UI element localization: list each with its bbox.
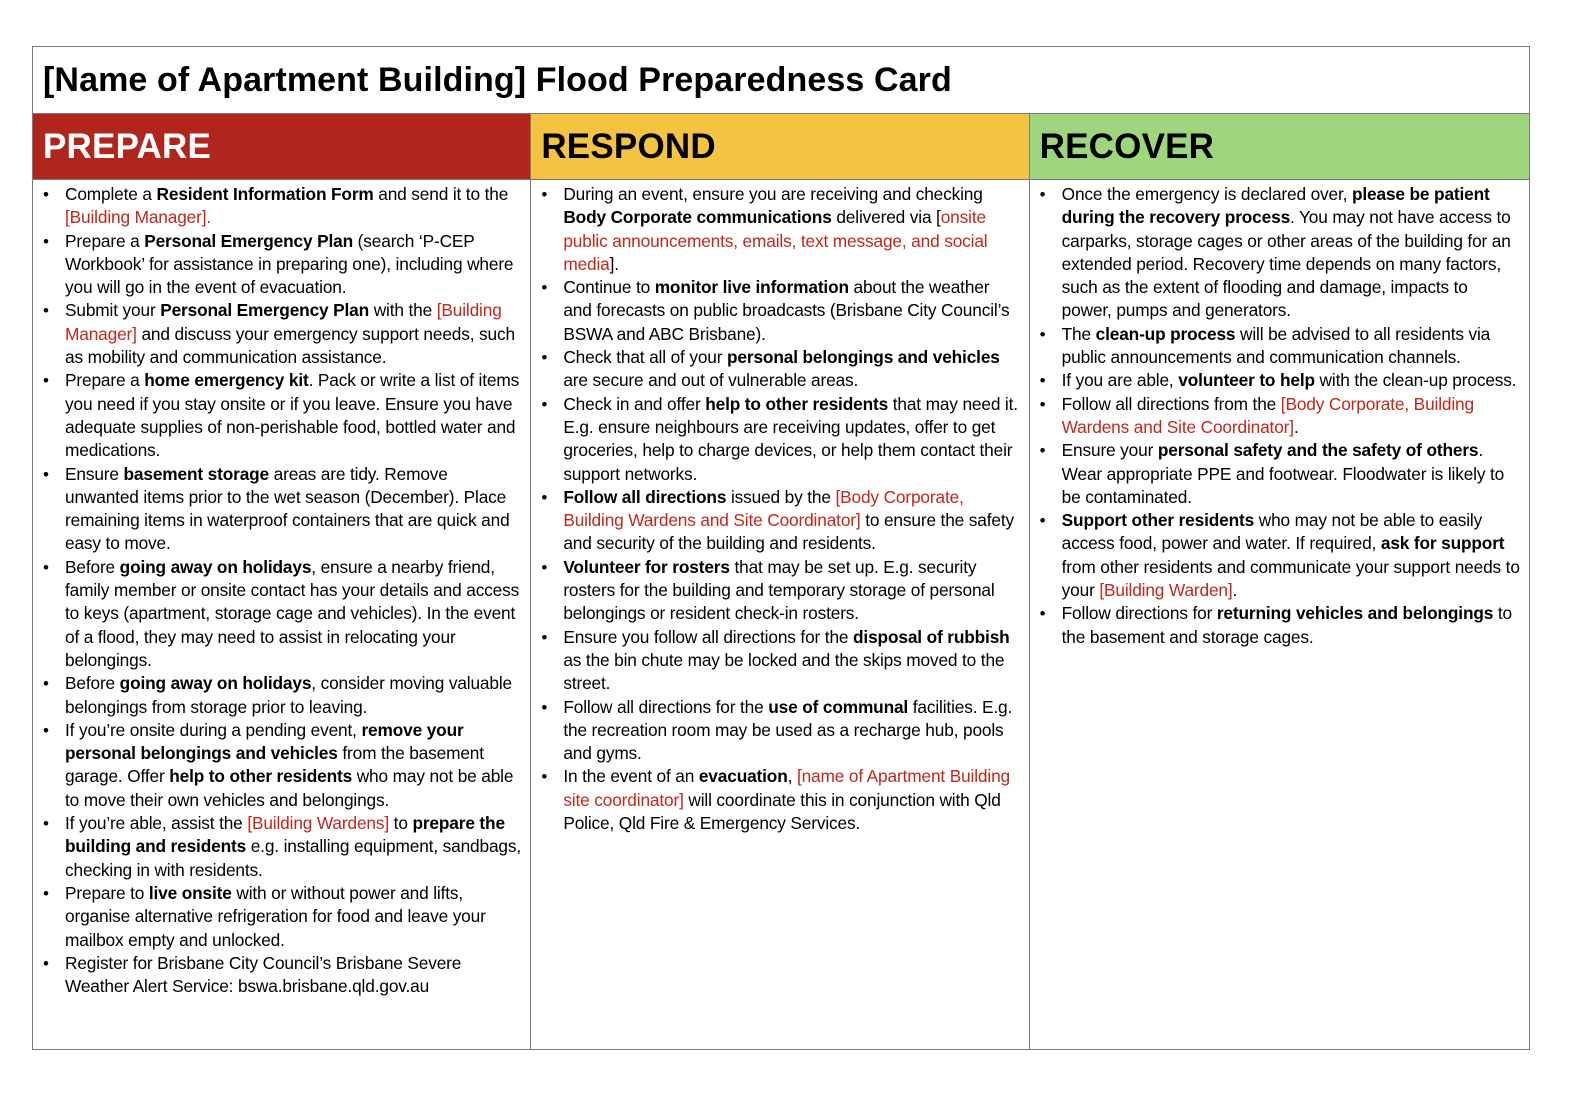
recover-list-item: [1062, 602, 1521, 649]
body-text: who may not be able to move their own vehicles and belongings.: [65, 766, 514, 810]
bold-text: Volunteer for rosters: [563, 556, 730, 577]
body-text: Ensure your: [1061, 440, 1158, 461]
placeholder-text: [Building Manager]: [65, 300, 502, 344]
body-text: delivered via [: [831, 207, 941, 228]
body-text: Ensure: [65, 463, 124, 484]
body-text: Register for Brisbane City Council’s Brisbane Severe Weather Alert Service: bswa.brisbane.qld.gov.au: [65, 952, 462, 997]
prepare-list-item: [65, 952, 522, 999]
flood-preparedness-card: [32, 46, 1530, 1050]
body-text: are secure and out of vulnerable areas.: [563, 370, 859, 391]
prepare-list-item: [65, 812, 522, 882]
recover-list-item: [1062, 393, 1521, 440]
prepare-list: [33, 180, 530, 998]
body-text: that may need it. E.g. ensure neighbours are receiving updates, offer to get groceries, help to charge devices, or help them contact their support networks.: [563, 393, 1018, 484]
prepare-list-item: [65, 882, 522, 952]
bold-text: Personal Emergency Plan: [144, 230, 354, 251]
body-text: from other residents and communicate your support needs to your: [1061, 556, 1520, 601]
respond-list-item: [563, 346, 1020, 393]
body-text: .: [1293, 416, 1299, 437]
placeholder-text: .: [206, 207, 212, 228]
body-text: If you are able,: [1061, 370, 1179, 391]
bold-text: monitor live information: [654, 277, 849, 298]
placeholder-text: [Building Wardens]: [247, 813, 390, 834]
body-text: as the bin chute may be locked and the skips moved to the street.: [563, 649, 1005, 694]
body-text: In the event of an: [563, 766, 699, 787]
recover-list: [1030, 180, 1529, 649]
bold-text: prepare the building and residents: [65, 813, 505, 857]
placeholder-text: [Building Warden]: [1099, 580, 1233, 601]
bold-text: please be patient during the recovery process: [1061, 184, 1490, 228]
body-text: that may be set up. E.g. security rosters for the building and temporary storage of personal belongings or resident check-in rosters.: [563, 556, 995, 624]
body-text: ].: [609, 253, 619, 274]
body-text: will coordinate this in conjunction with Qld Police, Qld Fire & Emergency Services.: [563, 789, 1001, 834]
respond-list-item: [563, 183, 1020, 276]
respond-list-item: [563, 556, 1020, 626]
body-text: to ensure the safety and security of the building and residents.: [563, 510, 1014, 554]
body-text: e.g. installing equipment, sandbags, checking in with residents.: [65, 836, 522, 880]
recover-list-item: [1062, 183, 1521, 323]
prepare-header: [33, 114, 530, 180]
body-text: about the weather and forecasts on public broadcasts (Brisbane City Council’s BSWA and ABC Brisbane).: [563, 277, 1010, 344]
body-text: areas are tidy. Remove unwanted items prior to the wet season (December). Place remaining items in waterproof containers that are quick and easy to move.: [65, 463, 510, 554]
prepare-heading: PREPARE: [43, 126, 212, 166]
body-text: facilities. E.g. the recreation room may be used as a recharge hub, pools and gyms.: [563, 696, 1013, 764]
body-text: The: [1061, 323, 1096, 344]
respond-heading: RESPOND: [541, 126, 716, 166]
prepare-list-item: [65, 556, 522, 672]
columns: [33, 114, 1529, 1049]
recover-list-item: [1062, 323, 1521, 370]
body-text: Prepare a: [65, 370, 145, 391]
recover-list-item: [1062, 369, 1521, 392]
prepare-list-item: [65, 719, 522, 812]
body-text: will be advised to all residents via public announcements and communication channels.: [1061, 323, 1491, 368]
placeholder-text: [Building Manager]: [65, 207, 207, 228]
bold-text: help to other residents: [169, 766, 353, 787]
bold-text: evacuation: [698, 766, 788, 787]
card-title: [Name of Apartment Building] Flood Preparedness Card: [43, 60, 952, 99]
prepare-list-item: [65, 463, 522, 556]
body-text: , consider moving valuable belongings from storage prior to leaving.: [65, 673, 513, 717]
placeholder-text: [Body Corporate, Building Wardens and Site Coordinator]: [563, 486, 964, 531]
bold-text: personal belongings and vehicles: [727, 347, 1000, 368]
bold-text: Body Corporate communications: [563, 207, 832, 228]
card-title-row: [33, 47, 1529, 114]
body-text: Ensure you follow all directions for the: [563, 626, 854, 647]
body-text: Check in and offer: [563, 393, 706, 414]
prepare-list-item: [65, 183, 522, 230]
respond-list-item: [563, 765, 1020, 835]
recover-list-item: [1062, 439, 1521, 509]
body-text: and discuss your emergency support needs, such as mobility and communication assistance.: [65, 323, 515, 368]
recover-column: [1030, 114, 1529, 1049]
body-text: and send it to the: [373, 184, 509, 204]
body-text: Prepare a: [65, 230, 145, 251]
body-text: Before: [65, 556, 120, 577]
body-text: from the basement garage. Offer: [65, 743, 484, 787]
respond-header: [531, 114, 1028, 180]
bold-text: basement storage: [123, 463, 270, 484]
recover-header: [1030, 114, 1529, 180]
body-text: with the clean-up process.: [1314, 370, 1517, 391]
body-text: Complete a: [65, 184, 157, 204]
bold-text: Support other residents: [1061, 510, 1255, 531]
body-text: . Wear appropriate PPE and footwear. Floodwater is likely to be contaminated.: [1061, 440, 1505, 507]
bold-text: Resident Information Form: [156, 184, 374, 204]
body-text: Once the emergency is declared over,: [1061, 184, 1352, 204]
bold-text: disposal of rubbish: [853, 626, 1010, 647]
bold-text: returning vehicles and belongings: [1216, 603, 1494, 624]
recover-heading: RECOVER: [1039, 126, 1215, 166]
placeholder-text: [name of Apartment Building site coordinator]: [563, 766, 1010, 810]
body-text: . Pack or write a list of items you need if you stay onsite or if you leave. Ensure you have adequate supplies of non-perishable food, bottled water and medications.: [65, 370, 520, 461]
placeholder-text: onsite public announcements, emails, text message, and social media: [563, 207, 988, 274]
bold-text: remove your personal belongings and vehicles: [65, 719, 464, 764]
body-text: Follow all directions for the: [563, 696, 769, 717]
body-text: (search ‘P-CEP Workbook’ for assistance in preparing one), including where you will go in the event of evacuation.: [65, 230, 514, 298]
body-text: If you’re onsite during a pending event,: [65, 719, 362, 740]
prepare-column: [33, 114, 531, 1049]
bold-text: personal safety and the safety of others: [1157, 440, 1479, 461]
body-text: to: [389, 813, 413, 834]
body-text: issued by the: [726, 486, 836, 507]
respond-list-item: [563, 626, 1020, 696]
respond-list-item: [563, 486, 1020, 556]
body-text: Prepare to: [65, 882, 149, 903]
respond-list-item: [563, 276, 1020, 346]
bold-text: going away on holidays: [119, 673, 312, 694]
body-text: Submit your: [65, 300, 161, 321]
body-text: .: [1232, 580, 1238, 601]
body-text: , ensure a nearby friend, family member or onsite contact has your details and access to keys (apartment, storage cage and vehicles). In the event of a flood, they may need to assist in relocating your belongings.: [65, 556, 520, 670]
body-text: Check that all of your: [563, 347, 728, 368]
bold-text: home emergency kit: [144, 370, 309, 391]
bold-text: help to other residents: [705, 393, 889, 414]
body-text: Follow directions for: [1061, 603, 1217, 624]
respond-list-item: [563, 393, 1020, 486]
bold-text: Personal Emergency Plan: [160, 300, 370, 321]
body-text: Follow all directions from the: [1061, 393, 1281, 414]
bold-text: going away on holidays: [119, 556, 312, 577]
prepare-list-item: [65, 230, 522, 300]
body-text: with or without power and lifts, organise alternative refrigeration for food and leave your mailbox empty and unlocked.: [65, 882, 486, 950]
body-text: . You may not have access to carparks, storage cages or other areas of the building for an extended period. Recovery time depends on many factors, such as the extent of flooding and damage, impacts to power, pumps and generators.: [1061, 207, 1511, 321]
body-text: Continue to: [563, 277, 655, 298]
recover-list-item: [1062, 509, 1521, 602]
respond-list-item: [563, 696, 1020, 766]
bold-text: use of communal: [768, 696, 909, 717]
body-text: If you’re able, assist the: [65, 813, 248, 834]
respond-list: [531, 180, 1028, 835]
body-text: with the: [369, 300, 437, 321]
prepare-list-item: [65, 369, 522, 462]
bold-text: Follow all directions: [563, 486, 727, 507]
prepare-list-item: [65, 672, 522, 719]
body-text: ,: [787, 766, 797, 787]
respond-column: [531, 114, 1029, 1049]
body-text: who may not be able to easily access food, power and water. If required,: [1061, 510, 1483, 554]
body-text: During an event, ensure you are receiving and checking: [563, 184, 983, 204]
bold-text: clean-up process: [1095, 323, 1236, 344]
body-text: Before: [65, 673, 120, 694]
bold-text: ask for support: [1380, 533, 1505, 554]
placeholder-text: [Body Corporate, Building Wardens and Site Coordinator]: [1061, 393, 1474, 437]
bold-text: live onsite: [148, 882, 232, 903]
body-text: to the basement and storage cages.: [1061, 603, 1512, 647]
prepare-list-item: [65, 299, 522, 369]
bold-text: volunteer to help: [1178, 370, 1315, 391]
